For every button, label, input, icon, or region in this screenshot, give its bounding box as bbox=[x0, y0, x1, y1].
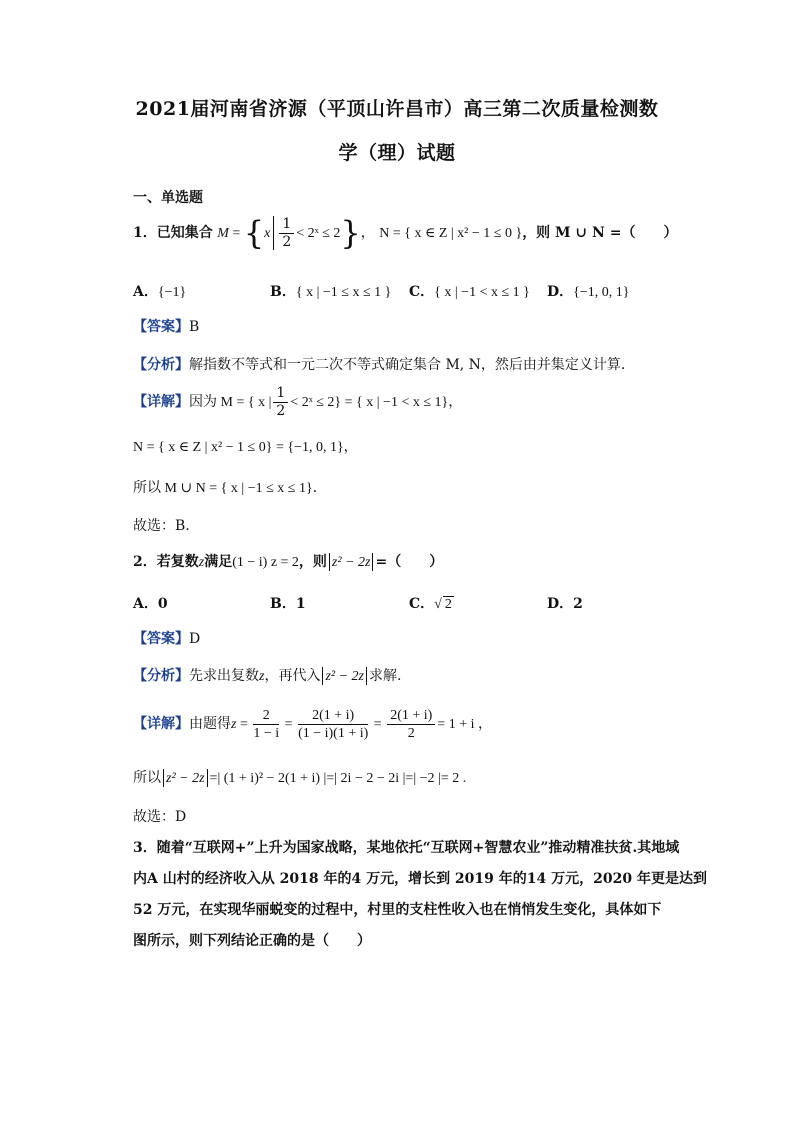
q1-set-n: N = { x ∈ Z | x² − 1 ≤ 0 } bbox=[379, 226, 523, 241]
q1-fraction: $\frac{1}{2}$ bbox=[279, 216, 294, 251]
q3-line-4: 图所示，则下列结论正确的是（ ） bbox=[133, 933, 371, 949]
q1-analysis: 【分析】解指数不等式和一元二次不等式确定集合 M, N，然后由并集定义计算． bbox=[133, 357, 635, 373]
q1-option-c: C．{ x | −1 < x ≤ 1 } bbox=[409, 284, 530, 300]
q3-line-1: 3．随着“互联网+”上升为国家战略，某地依托“互联网+智慧农业”推动精准扶贫.其地域 bbox=[133, 840, 680, 856]
q1-choose: 故选：B. bbox=[133, 518, 190, 534]
q1-stem: 1．已知集合 M = {x $\frac{1}{2}$ < 2ˣ ≤ 2}， N = { x ∈ Z | x² − 1 ≤ 0 }，则 M ∪ N =（ ） bbox=[133, 214, 678, 252]
q1-set-m-var: x bbox=[264, 226, 271, 241]
q1-option-a: A．{−1} bbox=[133, 284, 187, 300]
q2-option-b: B．1 bbox=[270, 596, 306, 612]
q2-option-c: C．√ 2 bbox=[409, 596, 452, 612]
q2-detail: 【详解】由题得z = $\frac{2}{1 - i}$ = $\frac{2(1 + i)}{(1 - i)(1 + i)}$ = $\frac{2(1 + i)}{2}$ = 1 + i ， bbox=[133, 707, 492, 741]
q2-analysis: 【分析】先求出复数z，再代入 z² − 2z 求解. bbox=[133, 668, 402, 684]
q1-number: 1． bbox=[133, 225, 157, 241]
document-title-line-2: 学（理）试题 bbox=[338, 142, 456, 164]
q3-line-2: 内A 山村的经济收入从 2018 年的4 万元，增长到 2019 年的14 万元，2020 年更是达到 bbox=[133, 871, 707, 887]
q1-option-d: D．{−1, 0, 1} bbox=[547, 284, 630, 300]
q1-option-b: B．{ x | −1 ≤ x ≤ 1 } bbox=[270, 284, 392, 300]
q2-option-d: D．2 bbox=[547, 596, 583, 612]
document-title-line-1: 2021届河南省济源（平顶山许昌市）高三第二次质量检测数 bbox=[135, 98, 659, 120]
q1-detail: 【详解】因为 M = { x | $\frac{1}{2}$ < 2ˣ ≤ 2} = { x | −1 < x ≤ 1}， bbox=[133, 384, 463, 419]
q2-option-a: A．0 bbox=[133, 596, 168, 612]
q2-so: 所以 z² − 2z =| (1 + i)² − 2(1 + i) |=| 2i − 2 − 2i |=| −2 |= 2 . bbox=[133, 770, 467, 786]
q1-set-m-name: M bbox=[217, 226, 229, 241]
q1-detail-set-n: N = { x ∈ Z | x² − 1 ≤ 0} = {−1, 0, 1}， bbox=[133, 440, 358, 455]
section-heading: 一、单选题 bbox=[133, 190, 203, 206]
q1-ask: ，则 M ∪ N =（ ） bbox=[522, 225, 678, 241]
q1-answer: 【答案】B bbox=[133, 319, 200, 335]
q3-line-3: 52 万元，在实现华丽蜕变的过程中，村里的支柱性收入也在悄悄发生变化，具体如下 bbox=[133, 902, 662, 918]
q2-answer: 【答案】D bbox=[133, 631, 201, 647]
q1-detail-union: 所以 M ∪ N = { x | −1 ≤ x ≤ 1}． bbox=[133, 481, 327, 496]
q1-set-m-ineq: < 2ˣ ≤ 2 bbox=[296, 226, 341, 241]
q2-choose: 故选：D bbox=[133, 809, 187, 825]
q2-stem: 2．若复数z满足(1 − i) z = 2，则 z² − 2z =（ ） bbox=[133, 554, 444, 570]
q1-prefix: 已知集合 bbox=[156, 225, 213, 241]
